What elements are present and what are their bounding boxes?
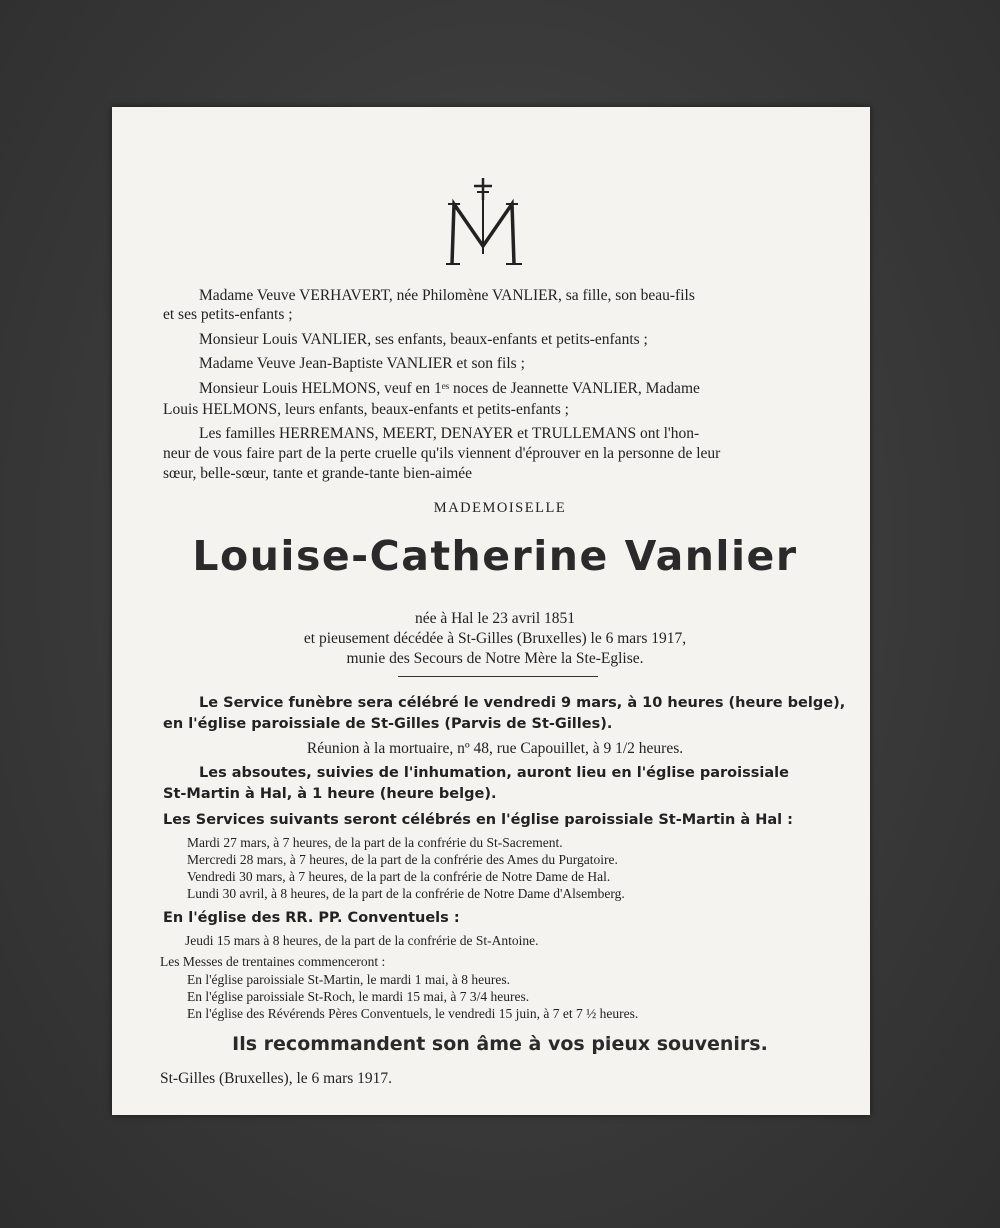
services-hal-item: Mercredi 28 mars, à 7 heures, de la part de la confrérie des Ames du Purgatoire. bbox=[187, 852, 618, 867]
family-line-5b: neur de vous faire part de la perte cruelle qu'ils viennent d'éprouver en la personne de leur bbox=[163, 445, 721, 462]
deceased-title: MADEMOISELLE bbox=[433, 500, 567, 516]
family-line-1a: Madame Veuve VERHAVERT, née Philomène VANLIER, sa fille, son beau-fils bbox=[199, 287, 695, 304]
absoutes-line-a: Les absoutes, suivies de l'inhumation, auront lieu en l'église paroissiale bbox=[199, 765, 789, 781]
birth-line: née à Hal le 23 avril 1851 bbox=[414, 610, 576, 627]
deceased-name: Louise-Catherine Vanlier bbox=[192, 532, 798, 580]
services-hal-item: Vendredi 30 mars, à 7 heures, de la part de la confrérie de Notre Dame de Hal. bbox=[187, 869, 611, 884]
family-line-2: Monsieur Louis VANLIER, ses enfants, beaux-enfants et petits-enfants ; bbox=[199, 331, 648, 348]
services-hal-item: Lundi 30 avril, à 8 heures, de la part de la confrérie de Notre Dame d'Alsemberg. bbox=[187, 886, 625, 901]
death-line: et pieusement décédée à St-Gilles (Bruxelles) le 6 mars 1917, bbox=[303, 630, 687, 647]
family-line-1b: et ses petits-enfants ; bbox=[163, 306, 293, 323]
family-line-4a: Monsieur Louis HELMONS, veuf en 1ᵉˢ noces de Jeannette VANLIER, Madame bbox=[199, 380, 700, 397]
service-line-1a: Le Service funèbre sera célébré le vendredi 9 mars, à 10 heures (heure belge), bbox=[199, 695, 846, 711]
divider bbox=[398, 676, 598, 677]
family-line-3: Madame Veuve Jean-Baptiste VANLIER et son fils ; bbox=[199, 355, 525, 372]
family-line-5a: Les familles HERREMANS, MEERT, DENAYER et TRULLEMANS ont l'hon- bbox=[199, 425, 700, 442]
trentaines-item: En l'église paroissiale St-Roch, le mardi 15 mai, à 7 3/4 heures. bbox=[187, 989, 530, 1004]
marian-monogram-icon bbox=[440, 176, 526, 268]
service-line-1b: en l'église paroissiale de St-Gilles (Parvis de St-Gilles). bbox=[163, 716, 613, 732]
family-line-5c: sœur, belle-sœur, tante et grande-tante bien-aimée bbox=[163, 465, 473, 482]
services-hal-heading: Les Services suivants seront célébrés en l'église paroissiale St-Martin à Hal : bbox=[163, 812, 793, 828]
closing-line: Ils recommandent son âme à vos pieux souvenirs. bbox=[232, 1033, 768, 1055]
reunion-line: Réunion à la mortuaire, nº 48, rue Capouillet, à 9 1/2 heures. bbox=[306, 740, 684, 757]
conventuels-item: Jeudi 15 mars à 8 heures, de la part de la confrérie de St-Antoine. bbox=[185, 933, 539, 948]
trentaines-heading: Les Messes de trentaines commenceront : bbox=[160, 954, 386, 969]
sacraments-line: munie des Secours de Notre Mère la Ste-Eglise. bbox=[346, 650, 644, 667]
family-line-4b: Louis HELMONS, leurs enfants, beaux-enfants et petits-enfants ; bbox=[163, 401, 569, 418]
absoutes-line-b: St-Martin à Hal, à 1 heure (heure belge). bbox=[163, 786, 497, 802]
conventuels-heading: En l'église des RR. PP. Conventuels : bbox=[163, 910, 460, 926]
place-date: St-Gilles (Bruxelles), le 6 mars 1917. bbox=[160, 1070, 393, 1087]
trentaines-item: En l'église des Révérends Pères Conventuels, le vendredi 15 juin, à 7 et 7 ½ heures. bbox=[187, 1006, 639, 1021]
trentaines-item: En l'église paroissiale St-Martin, le mardi 1 mai, à 8 heures. bbox=[187, 972, 510, 987]
services-hal-item: Mardi 27 mars, à 7 heures, de la part de la confrérie du St-Sacrement. bbox=[187, 835, 563, 850]
